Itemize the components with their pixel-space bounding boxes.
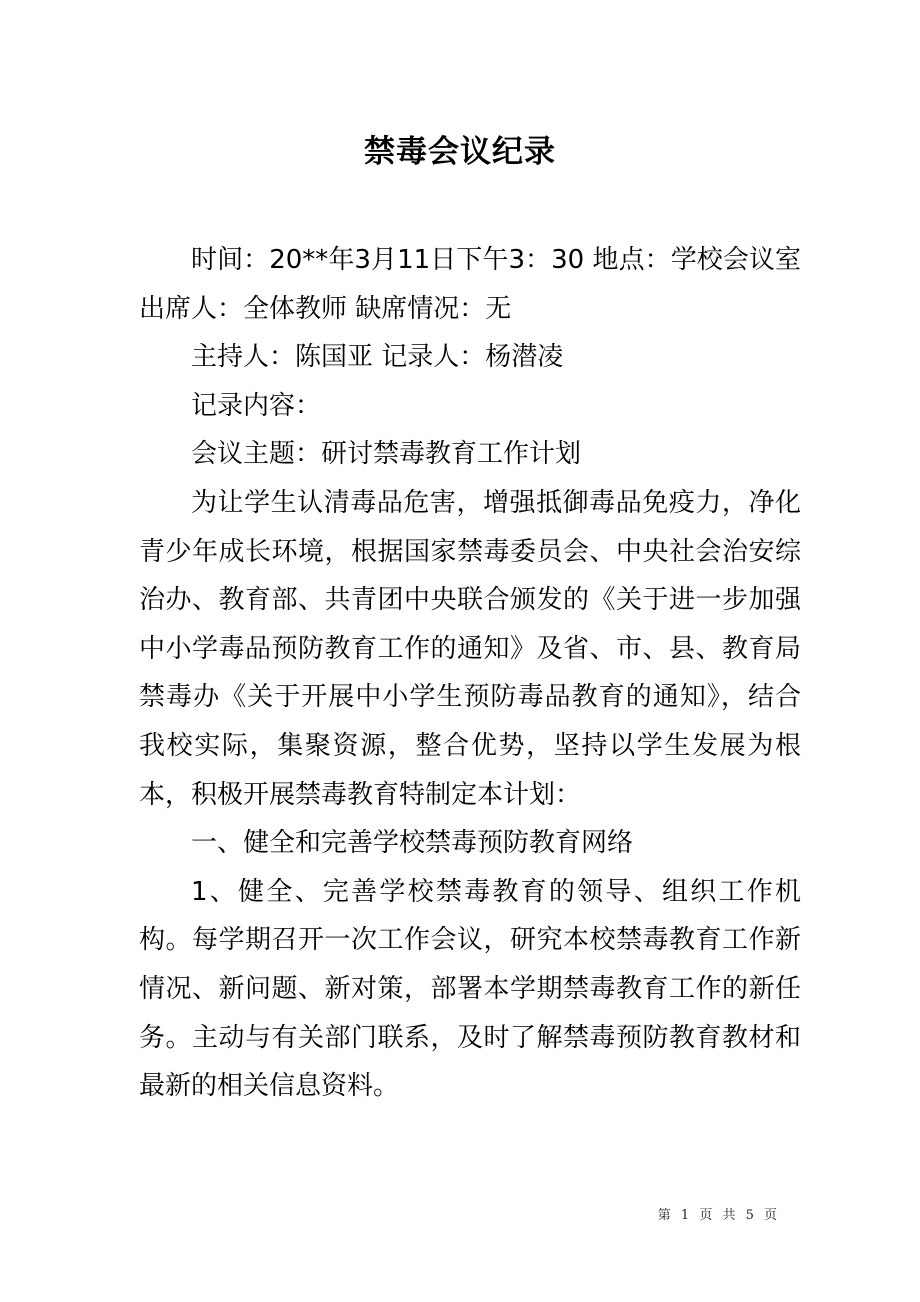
document-body: [139, 236, 801, 1111]
host-recorder-paragraph: 主持人：陈国亚 记录人：杨潜凌: [191, 342, 564, 373]
meeting-info-paragraph: 时间：20**年3月11日下午3：30 地点：学校会议室 出席人：全体教师 缺席情况：无: [139, 245, 801, 324]
purpose-paragraph: 为让学生认清毒品危害，增强抵御毒品免疫力，净化青少年成长环境，根据国家禁毒委员会、中央社会治安综治办、教育部、共青团中央联合颁发的《关于进一步加强中小学毒品预防教育工作的通知》及省、市、县、教育局禁毒办《关于开展中小学生预防毒品教育的通知》，结合我校实际，集聚资源，整合优势，坚持以学生发展为根本，积极开展禁毒教育特制定本计划：: [139, 487, 801, 810]
item-1-paragraph: 1、健全、完善学校禁毒教育的领导、组织工作机构。每学期召开一次工作会议，研究本校禁毒教育工作新情况、新问题、新对策，部署本学期禁毒教育工作的新任务。主动与有关部门联系，及时了解禁毒预防教育教材和最新的相关信息资料。: [139, 876, 801, 1102]
document-title: 禁毒会议纪录: [364, 134, 556, 170]
meeting-topic-paragraph: 会议主题：研讨禁毒教育工作计划: [191, 439, 582, 470]
section-heading-1: 一、健全和完善学校禁毒预防教育网络: [191, 828, 634, 859]
page-number-footer: 第 1 页 共 5 页: [657, 1208, 780, 1223]
record-content-label: 记录内容：: [191, 390, 322, 421]
